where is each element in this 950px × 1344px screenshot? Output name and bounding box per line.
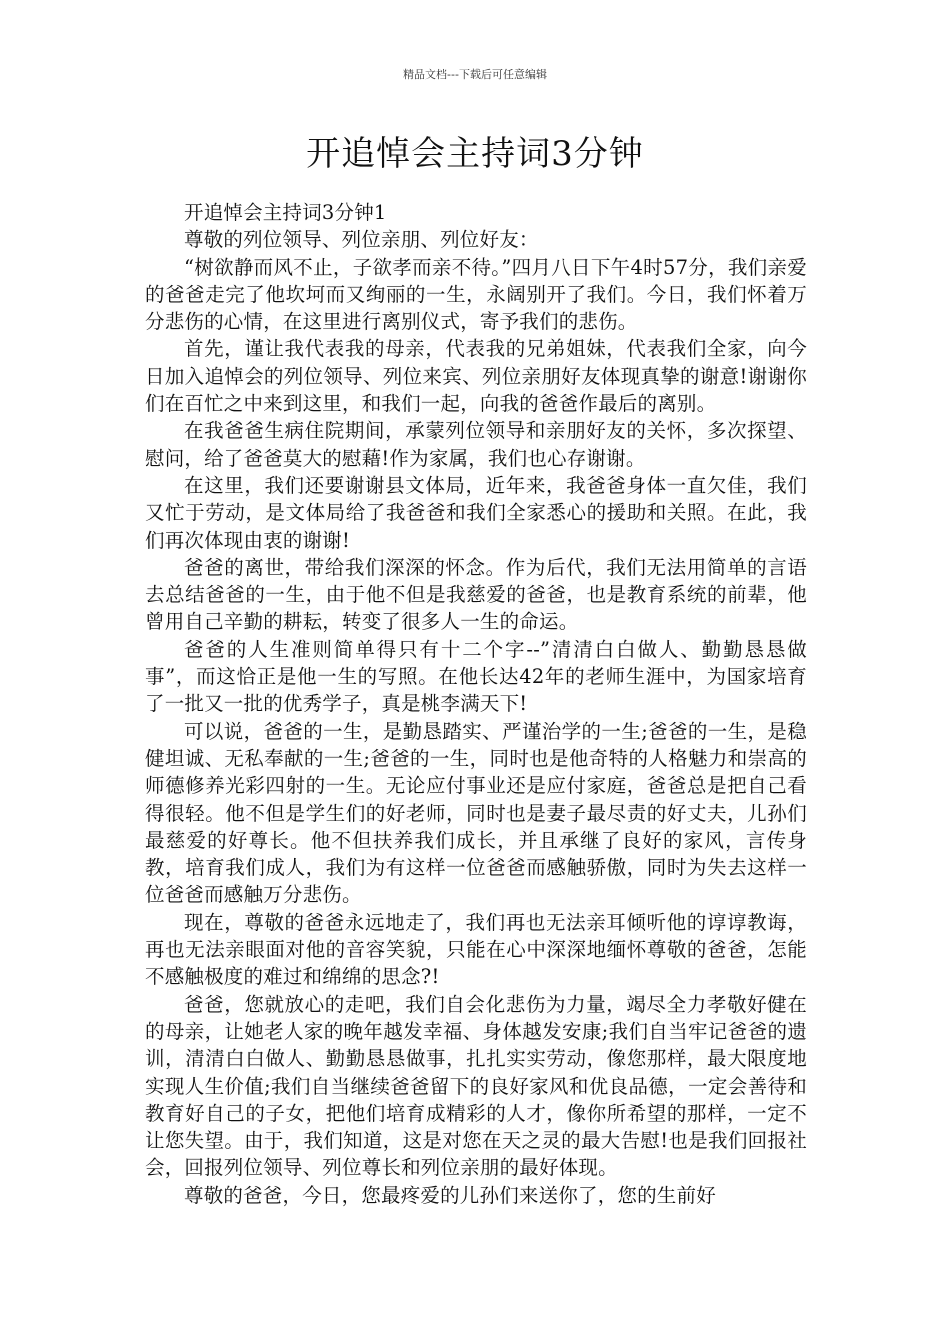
document-title: 开追悼会主持词3分钟 — [306, 134, 644, 174]
paragraph: 在这里，我们还要谢谢县文体局，近年来，我爸爸身体一直欠佳，我们又忙于劳动，是文体局给了我爸爸和我们全家悉心的援助和关照。在此，我们再次体现由衷的谢谢! — [145, 473, 807, 552]
paragraph: 现在，尊敬的爸爸永远地走了，我们再也无法亲耳倾听他的谆谆教诲，再也无法亲眼面对他的音容笑貌，只能在心中深深地缅怀尊敬的爸爸，怎能不感触极度的难过和绵绵的思念?! — [145, 910, 807, 989]
paragraph: 尊敬的爸爸，今日，您最疼爱的儿孙们来送你了，您的生前好 — [184, 1183, 716, 1207]
paragraph: 爸爸的离世，带给我们深深的怀念。作为后代，我们无法用简单的言语去总结爸爸的一生，由于他不但是我慈爱的爸爸，也是教育系统的前辈，他曾用自己辛勤的耕耘，转变了很多人一生的命运。 — [145, 555, 807, 634]
paragraph: “树欲静而风不止，子欲孝而亲不待。”四月八日下午4时57分，我们亲爱的爸爸走完了他坎坷而又绚丽的一生，永阔别开了我们。今日，我们怀着万分悲伤的心情，在这里进行离别仪式，寄予我们的悲伤。 — [145, 255, 807, 334]
paragraph: 在我爸爸生病住院期间，承蒙列位领导和亲朋好友的关怀，多次探望、慰问，给了爸爸莫大的慰藉!作为家属，我们也心存谢谢。 — [145, 419, 807, 470]
paragraph: 首先，谨让我代表我的母亲，代表我的兄弟姐妹，代表我们全家，向今日加入追悼会的列位领导、列位来宾、列位亲朋好友体现真挚的谢意!谢谢你们在百忙之中来到这里，和我们一起，向我的爸爸作最后的离别。 — [145, 337, 807, 416]
document-body — [145, 199, 807, 1209]
paragraph: 可以说，爸爸的一生，是勤恳踏实、严谨治学的一生;爸爸的一生，是稳健坦诚、无私奉献的一生;爸爸的一生，同时也是他奇特的人格魅力和崇高的师德修养光彩四射的一生。无论应付事业还是应付家庭，爸爸总是把自己看得很轻。他不但是学生们的好老师，同时也是妻子最尽责的好丈夫，儿孙们最慈爱的好尊长。他不但扶养我们成长，并且承继了良好的家风，言传身教，培育我们成人，我们为有这样一位爸爸而感触骄傲，同时为失去这样一位爸爸而感触万分悲伤。 — [145, 719, 807, 907]
paragraph: 尊敬的列位领导、列位亲朋、列位好友： — [184, 228, 539, 252]
paragraph: 开追悼会主持词3分钟1 — [184, 201, 387, 224]
header-note: 精品文档---下载后可任意编辑 — [403, 68, 547, 81]
paragraph: 爸爸的人生准则简单得只有十二个字--”清清白白做人、勤勤恳恳做事”，而这恰正是他一生的写照。在他长达42年的老师生涯中，为国家培育了一批又一批的优秀学子，真是桃李满天下! — [145, 637, 807, 716]
paragraph: 爸爸，您就放心的走吧，我们自会化悲伤为力量，竭尽全力孝敬好健在的母亲，让她老人家的晚年越发幸福、身体越发安康;我们自当牢记爸爸的遗训，清清白白做人、勤勤恳恳做事，扎扎实实劳动，像您那样，最大限度地实现人生价值;我们自当继续爸爸留下的良好家风和优良品德，一定会善待和教育好自己的子女，把他们培育成精彩的人才，像你所希望的那样，一定不让您失望。由于，我们知道，这是对您在天之灵的最大告慰!也是我们回报社会，回报列位领导、列位尊长和列位亲朋的最好体现。 — [145, 992, 807, 1180]
